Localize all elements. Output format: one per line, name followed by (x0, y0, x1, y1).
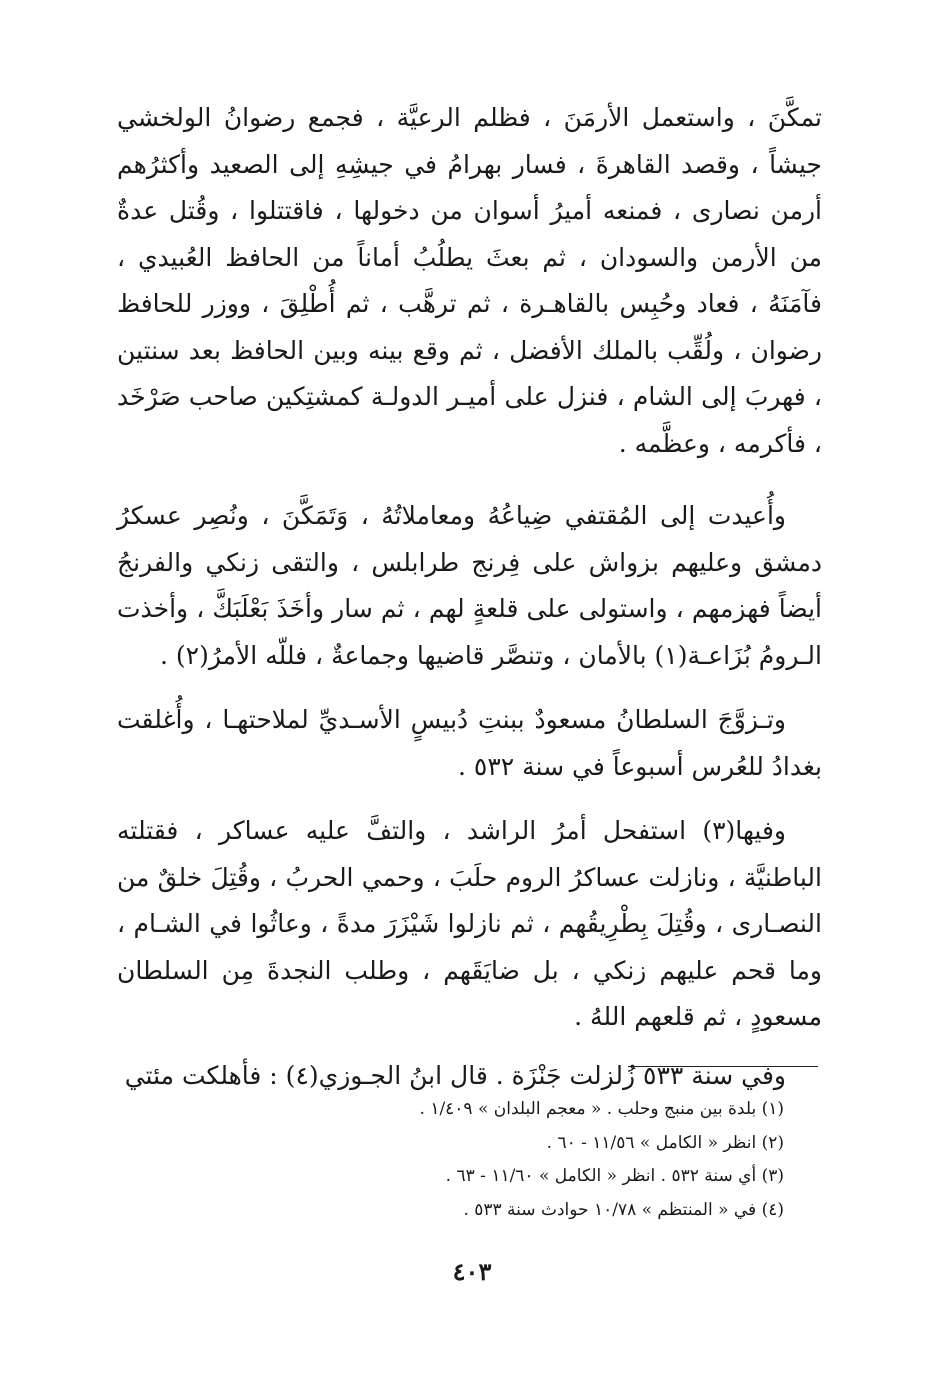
footnote: (١) بلدة بين منبج وحلب . « معجم البلدان » ١/٤٠٩ . (419, 1099, 784, 1119)
paragraph: وأُعيدت إلى المُقتفي ضِياعُهُ ومعاملاتُهُ ، وَتَمَكَّنَ ، ونُصِر عسكرُ دمشق وعليهم بزواش على فِرنج طرابلس ، والتقى زنكي والفرنجُ أيضاً فهزمهم ، واستولى على قلعةٍ لهم ، ثم سار وأخَذَ بَعْلَبَكَّ ، وأخذت الـرومُ بُزَاعـة(١) بالأمان ، وتنصَّر قاضيها وجماعةٌ ، فللّه الأمرُ(٢) . (117, 501, 822, 670)
paragraph: وفي سنة ٥٣٣ زُلزلت جَنْزَة . قال ابنُ الجـوزي(٤) : فأهلكت مئتي (124, 1060, 786, 1090)
footnotes (264, 1093, 784, 1227)
paragraph: وفيها(٣) استفحل أمرُ الراشد ، والتفَّ عليه عساكر ، فقتلته الباطنيَّة ، ونازلت عساكرُ الروم حلَبَ ، وحمي الحربُ ، وقُتِلَ خلقٌ من النصـارى ، وقُتِلَ بِطْرِيقُهم ، ثم نازلوا شَيْزَرَ مدةً ، وعاثُوا في الشـام ، وما قحم عليهم زنكي ، بل ضايَقَهم ، وطلب النجدةَ مِن السلطان مسعودٍ ، ثم قلعهم اللهُ . (117, 816, 822, 1031)
footnote: (٣) أي سنة ٥٣٢ . انظر « الكامل » ١١/٦٠ - ٦٣ . (445, 1166, 784, 1186)
main-text (117, 95, 822, 1099)
footnote-separator (628, 1066, 818, 1067)
paragraph: وتـزوَّجَ السلطانُ مسعودٌ ببنتِ دُبيسٍ الأسـديِّ لملاحتهـا ، وأُغلقت بغدادُ للعُرس أسبوعاً في سنة ٥٣٢ . (117, 705, 822, 781)
footnote: (٢) انظر « الكامل » ١١/٥٦ - ٦٠ . (546, 1132, 784, 1153)
footnote: (٤) في « المنتظم » ١٠/٧٨ حوادث سنة ٥٣٣ . (463, 1199, 784, 1220)
page-number: ٤٠٣ (452, 1257, 492, 1286)
paragraph: تمكَّنَ ، واستعمل الأرمَنَ ، فظلم الرعيَّة ، فجمع رضوانُ الولخشي جيشاً ، وقصد القاهرةَ ، فسار بهرامُ في جيشِهِ إلى الصعيد وأكثرُهم أرمن نصارى ، فمنعه أميرُ أسوان من دخولها ، فاقتتلوا ، وقُتل عدةٌ من الأرمن والسودان ، ثم بعثَ يطلُبُ أماناً من الحافظ العُبيدي ، فآمَنَهُ ، فعاد وحُبِس بالقاهـرة ، ثم ترهَّب ، ثم أُطْلِقَ ، ووزر للحافظ رضوان ، ولُقِّب بالملك الأفضل ، ثم وقع بينه وبين الحافظ بعد سنتين ، فهربَ إلى الشام ، فنزل على أميـر الدولـة كمشتِكين صاحب صَرْخَد ، فأكرمه ، وعظَّمه . (117, 103, 822, 458)
